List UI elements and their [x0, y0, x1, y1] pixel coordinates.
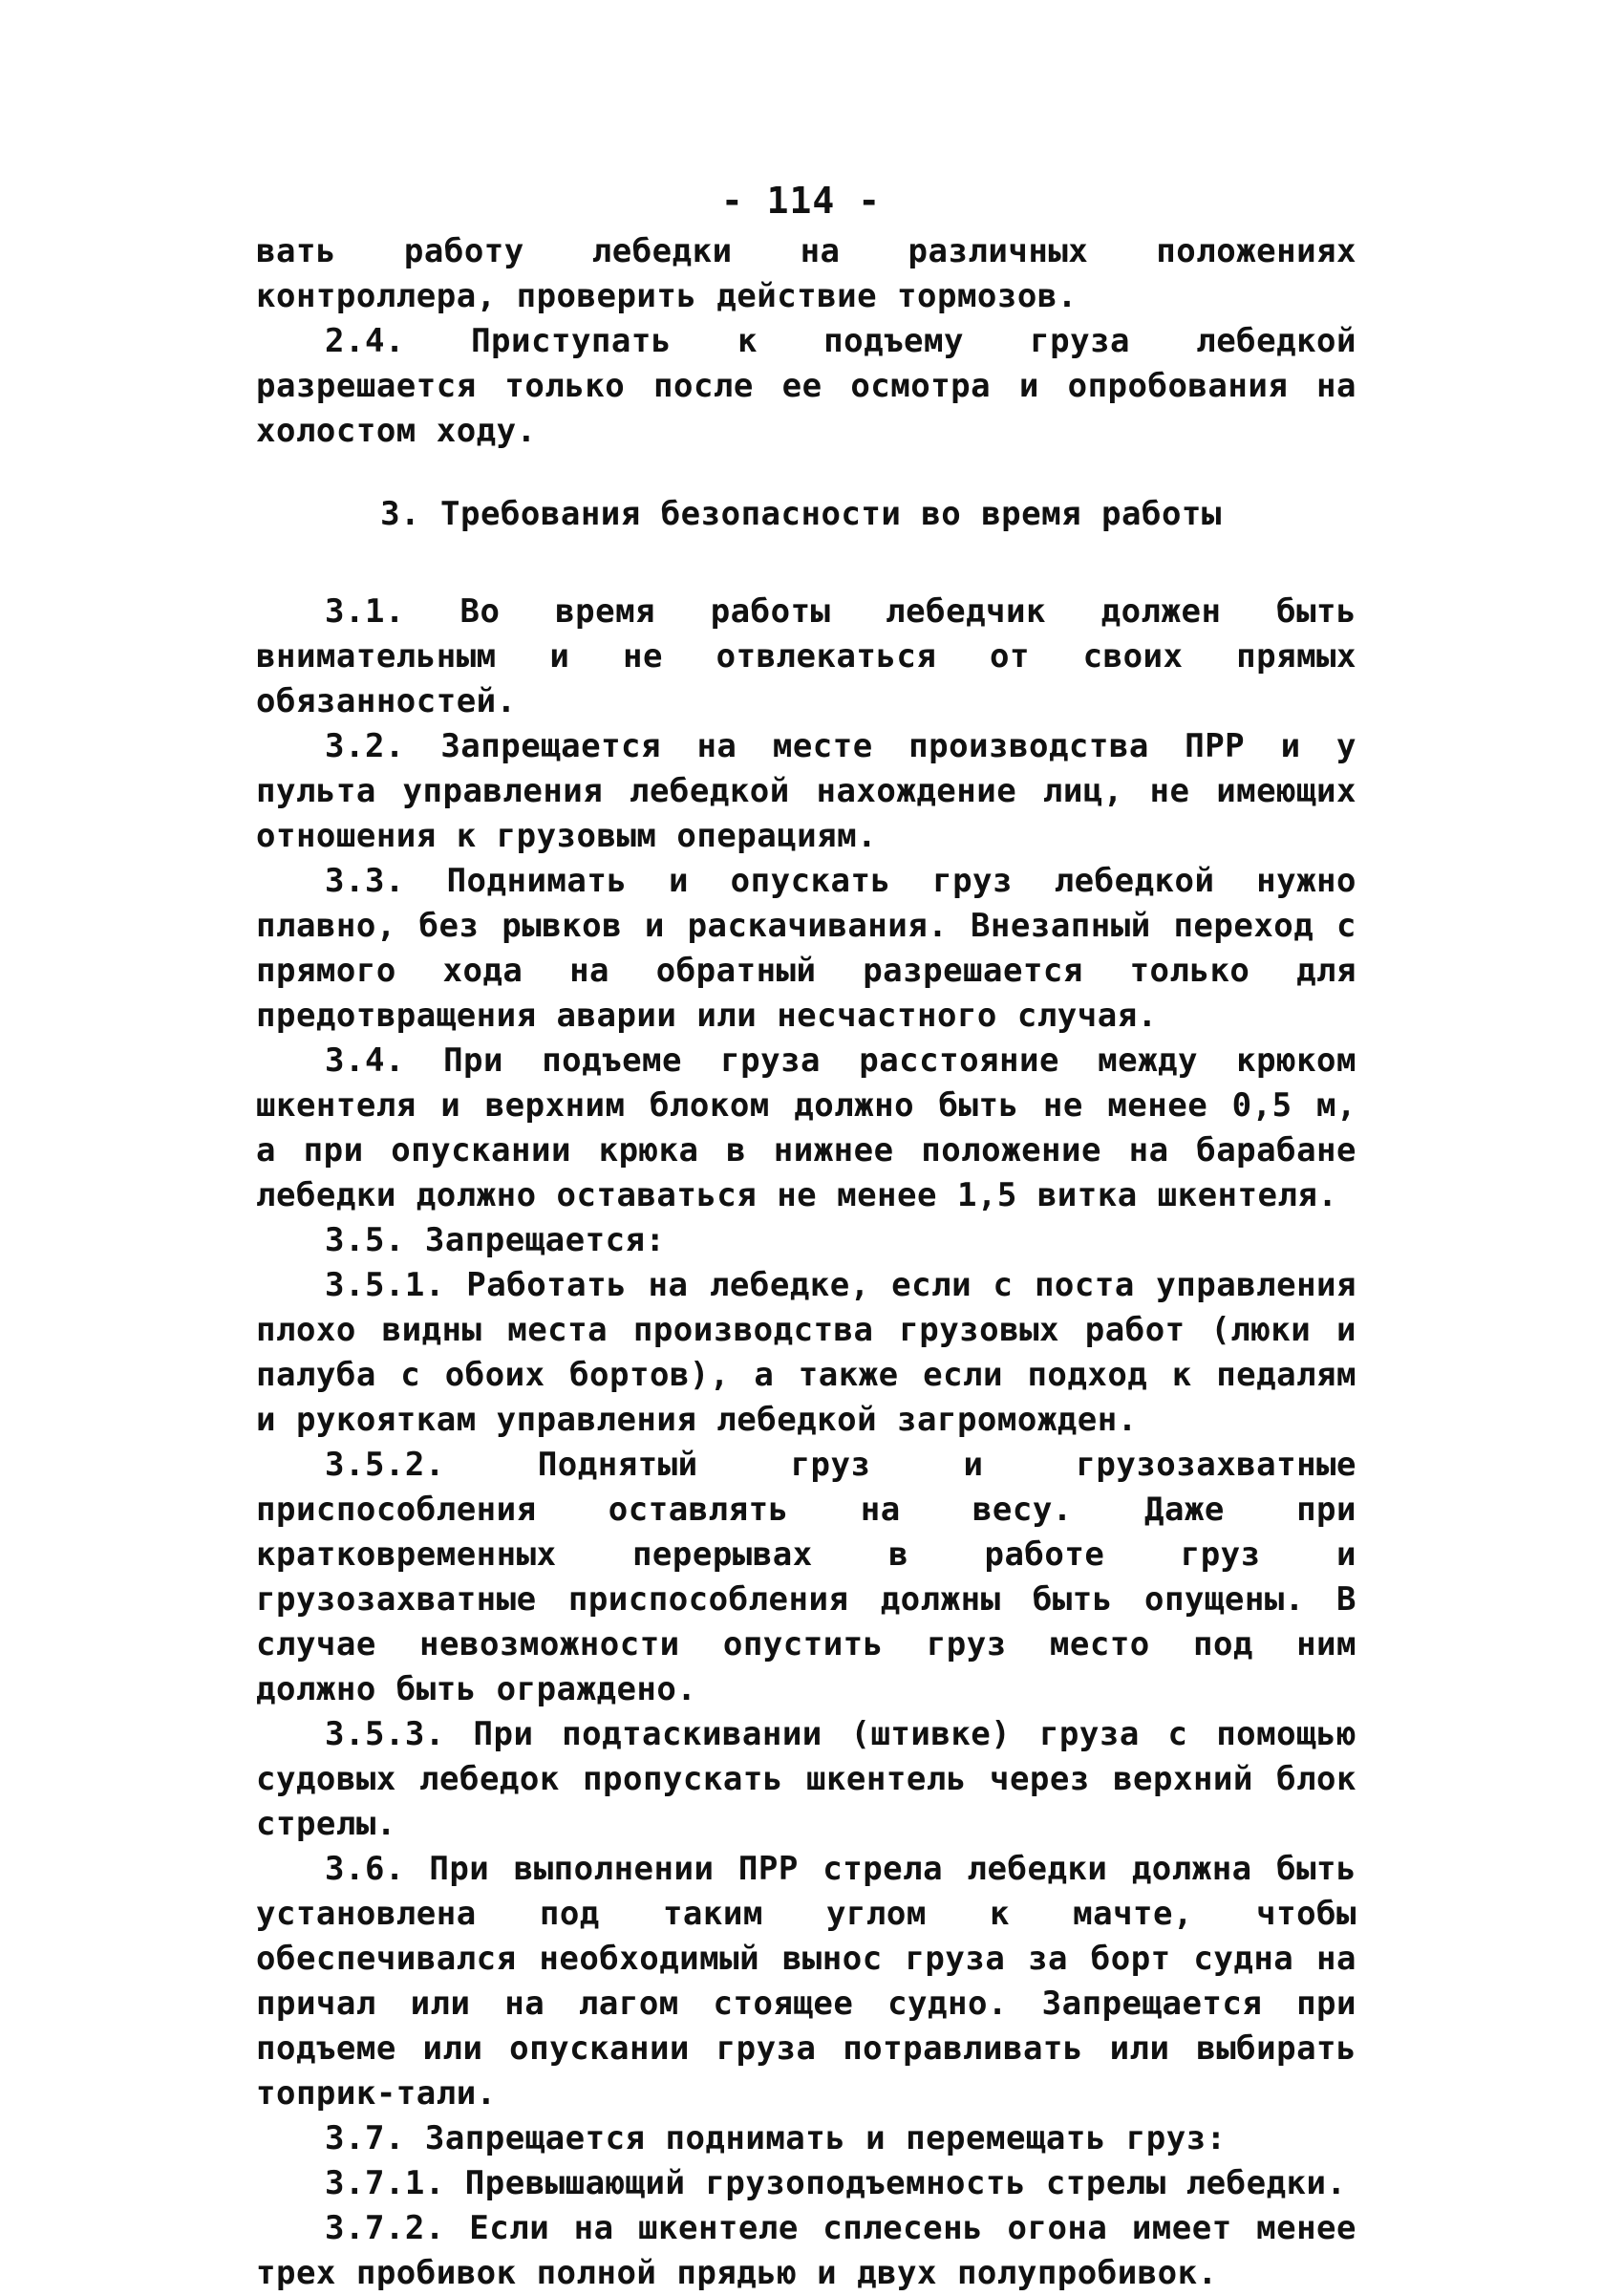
paragraph-3-4: 3.4. При подъеме груза расстояние между крюком шкентеля и верхним блоком должно быть не менее 0,5 м, а при опускании крюка в нижнее положение на барабане лебедки должно оставаться не менее 1,5 витка шкентеля.: [256, 1041, 1356, 1214]
paragraph-3-7-1: 3.7.1. Превышающий грузоподъемность стрелы лебедки.: [325, 2164, 1347, 2202]
paragraph-3-5-1: 3.5.1. Работать на лебедке, если с поста управления плохо видны места производства грузовых работ (люки и палуба с обоих бортов), а также если подход к педалям и рукояткам управления лебедкой загроможден.: [256, 1266, 1356, 1439]
paragraph-3-7-2: 3.7.2. Если на шкентеле сплесень огона имеет менее трех пробивок полной прядью и двух полупробивок.: [256, 2209, 1356, 2292]
paragraph-3-3: 3.3. Поднимать и опускать груз лебедкой нужно плавно, без рывков и раскачивания. Внезапный переход с прямого хода на обратный разрешается только для предотвращения аварии или несчастного случая.: [256, 862, 1356, 1035]
section-text-block: [256, 590, 1356, 2296]
paragraph-3-1: 3.1. Во время работы лебедчик должен быть внимательным и не отвлекаться от своих прямых обязанностей.: [256, 592, 1356, 720]
paragraph-2-4: 2.4. Приступать к подъему груза лебедкой разрешается только после ее осмотра и опробования на холостом ходу.: [256, 322, 1356, 450]
page-number: - 114 -: [720, 180, 882, 222]
paragraph-3-2: 3.2. Запрещается на месте производства ПРР и у пульта управления лебедкой нахождение лиц, не имеющих отношения к грузовым операциям.: [256, 727, 1356, 855]
intro-text-block: [256, 229, 1356, 454]
paragraph-3-5: 3.5. Запрещается:: [325, 1221, 666, 1259]
paragraph-3-5-3: 3.5.3. При подтаскивании (штивке) груза с помощью судовых лебедок пропускать шкентель через верхний блок стрелы.: [256, 1715, 1356, 1843]
section-heading: 3. Требования безопасности во время работы: [380, 495, 1222, 533]
continued-paragraph: вать работу лебедки на различных положениях контроллера, проверить действие тормозов.: [256, 232, 1356, 315]
paragraph-3-7: 3.7. Запрещается поднимать и перемещать груз:: [325, 2119, 1227, 2157]
paragraph-3-6: 3.6. При выполнении ПРР стрела лебедки должна быть установлена под таким углом к мачте, чтобы обеспечивался необходимый вынос груза за борт судна на причал или на лагом стоящее судно. Запрещается при подъеме или опускании груза потравливать или выбирать топрик-тали.: [256, 1850, 1356, 2113]
paragraph-3-5-2: 3.5.2. Поднятый груз и грузозахватные приспособления оставлять на весу. Даже при кратковременных перерывах в работе груз и грузозахватные приспособления должны быть опущены. В случае невозможности опустить груз место под ним должно быть ограждено.: [256, 1446, 1356, 1708]
